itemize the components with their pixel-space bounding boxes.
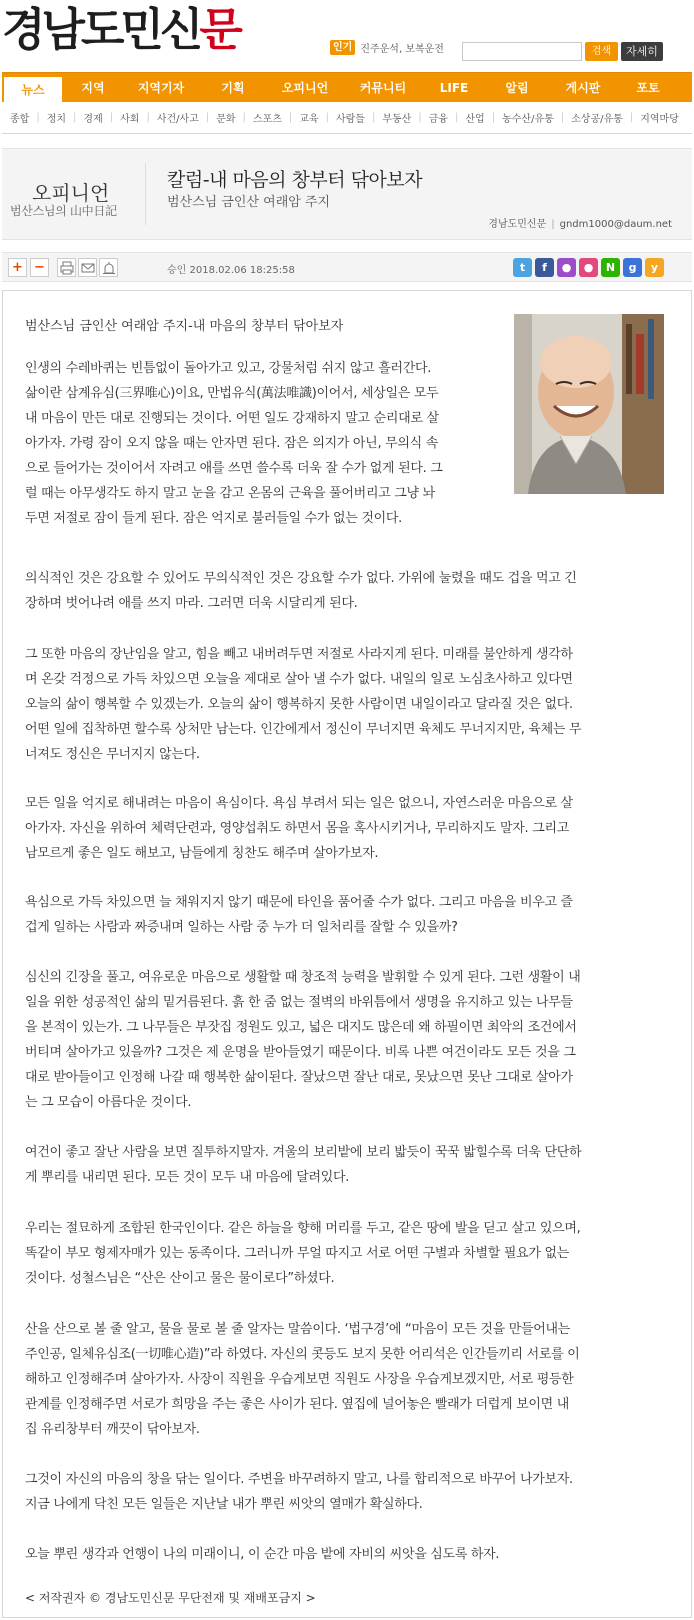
main-nav: [2, 72, 692, 102]
band-icon[interactable]: ●: [579, 258, 598, 277]
kakaostory-icon[interactable]: ●: [557, 258, 576, 277]
subnav-item[interactable]: 정치: [46, 114, 67, 125]
paragraph: 우리는 절묘하게 조합된 한국인이다. 같은 하늘을 향해 머리를 두고, 같은 땅에 발을 딛고 살고 있으며, 똑같이 부모 형제자매가 있는 동족이다. 그러니까 무얼 따지고 서로 어떤 구별과 차별할 필요가 없는 것이다. 성철스님은 “산은 산이고 물은 물이로다”하셨다.: [25, 1221, 581, 1286]
subnav-item[interactable]: 금융: [428, 114, 449, 125]
copyright-notice: < 저작권자 © 경남도민신문 무단전재 및 재배포금지 >: [25, 1591, 316, 1605]
paragraph: 심신의 긴장을 풀고, 여유로운 마음으로 생활할 때 창조적 능력을 발휘할 수 있게 된다. 그런 생활이 내 일을 위한 성공적인 삶의 밑거름된다. 흙 한 줌 없는 절벽의 바위틈에서 생명을 유지하고 있는 나무들 을 본적이 있는가. 그 나무들은 부잣집 정원도 있고, 넓은 대지도 많은데 왜 하필이면 최악의 조건에서 버티며 살아가고 있을까? 그것은 제 운명을 받아들였기 때문이다. 비록 나쁜 여건이라도 모든 것을 그 대로 받아들이고 인정해 나갈 때 행복한 삶이된다. 잘났으면 잘난 대로, 못났으면 못난 그대로 살아가 는 그 모습이 아름다운 것이다.: [25, 970, 581, 1110]
subnav-item[interactable]: 소상공/유통: [571, 114, 623, 125]
facebook-icon[interactable]: f: [535, 258, 554, 277]
article-lead: 범산스님 금인산 여래암 주지-내 마음의 창부터 닦아보자: [25, 319, 344, 334]
subnav-item[interactable]: 스포츠: [252, 114, 282, 125]
google-icon[interactable]: g: [623, 258, 642, 277]
paragraph: 그 또한 마음의 장난임을 알고, 힘을 빼고 내버려두면 저절로 사라지게 된다. 미래를 불안하게 생각하 며 온갖 걱정으로 가득 차있으면 오늘을 제대로 살아 낼 수가 없다. 내일의 일로 노심초사하고 있다면 오늘의 삶이 행복할 수 있겠는가. 오늘의 삶이 행복하지 못한 사람이면 내일이라고 달라질 것은 없다. 어떤 일에 집착하면 할수록 상처만 남는다. 인간에게서 정신이 무너지면 육체도 무너지지만, 육체는 무 너져도 정신은 무너지지 않는다.: [25, 647, 582, 762]
subnav-item[interactable]: 문화: [216, 114, 236, 125]
print-icon[interactable]: [57, 258, 76, 277]
hot-keyword-link[interactable]: 진주운석, 보복운전: [360, 44, 444, 55]
subnav-item[interactable]: 사건/사고: [156, 114, 199, 125]
press-name: 경남도민신문: [488, 219, 547, 230]
sub-nav: 종합 | 정치 | 경제 | 사회 | 사건/사고 | 문화 | 스포츠 | 교육 | 사람들 | 부동산 | 금융 | 산업 | 농수산/유통 | 소상공/유통 | 지역마당: [2, 102, 692, 134]
article-subtitle: 범산스님 금인산 여래암 주지: [167, 195, 331, 210]
subnav-item[interactable]: 종합: [10, 114, 30, 125]
site-logo[interactable]: 경남도민신문: [2, 3, 239, 56]
nav-item-life[interactable]: LIFE: [439, 81, 469, 95]
subnav-item[interactable]: 산업: [465, 114, 485, 125]
nav-item-feature[interactable]: 기획: [221, 81, 245, 95]
article-header: [2, 148, 692, 240]
reporter-email[interactable]: gndm1000@daum.net: [559, 219, 672, 230]
subnav-item[interactable]: 교육: [299, 114, 319, 125]
nav-item-notice[interactable]: 알림: [505, 81, 529, 95]
hot-badge: 인기: [330, 40, 355, 55]
detail-search-button[interactable]: 자세히: [621, 42, 663, 61]
twitter-icon[interactable]: t: [513, 258, 532, 277]
nav-item-community[interactable]: 커뮤니티: [359, 81, 407, 95]
site-header: [0, 0, 694, 72]
paragraph: 산을 산으로 볼 줄 알고, 물을 물로 볼 줄 알자는 말씀이다. ‘법구경’에 “마음이 모든 것을 만들어내는 주인공, 일체유심조(一切唯心造)”라 하였다. 자신의 콧등도 보지 못한 어리석은 인간들끼리 서로를 이 해하고 인정해주며 살아가자. 사장이 직원을 우습게보면 직원도 사장을 우습게보겠지만, 서로 평등한 관계를 인정해주면 서로가 희망을 주는 좋은 사이가 된다. 옆집에 널어놓은 빨래가 더럽게 보이면 내 집 유리창부터 깨끗이 닦아보자.: [25, 1322, 580, 1437]
search-input[interactable]: [462, 42, 582, 61]
font-decrease-button[interactable]: −: [30, 258, 49, 277]
subnav-item[interactable]: 사람들: [335, 114, 365, 125]
nav-item-region[interactable]: 지역: [81, 81, 105, 95]
search-button[interactable]: 검색: [585, 42, 618, 61]
column-name[interactable]: 범산스님의 山中日記: [10, 204, 117, 218]
author-photo: [514, 314, 664, 494]
paragraph: 오늘 뿌린 생각과 언행이 나의 미래이니, 이 순간 마음 밭에 자비의 씨앗을 심도록 하자.: [25, 1547, 500, 1562]
subnav-item[interactable]: 농수산/유통: [502, 114, 554, 125]
section-category[interactable]: 오피니언: [32, 181, 110, 205]
paragraph: 의식적인 것은 강요할 수 있어도 무의식적인 것은 강요할 수가 없다. 가위에 눌렸을 때도 겁을 먹고 긴 장하며 벗어나려 애를 쓰지 마라. 그러면 더욱 시달리게 된다.: [25, 571, 577, 611]
naver-icon[interactable]: N: [601, 258, 620, 277]
report-icon[interactable]: [99, 258, 118, 277]
yozm-icon[interactable]: y: [645, 258, 664, 277]
nav-item-opinion[interactable]: 오피니언: [281, 81, 329, 95]
font-increase-button[interactable]: +: [8, 258, 27, 277]
paragraph: 여건이 좋고 잘난 사람을 보면 질투하지말자. 겨울의 보리밭에 보리 밟듯이 꾹꾹 밟힐수록 더욱 단단하 게 뿌리를 내리면 된다. 모든 것이 모두 내 마음에 달려있다.: [25, 1145, 582, 1185]
article-title: 칼럼-내 마음의 창부터 닦아보자: [167, 169, 423, 191]
article-toolbar: [2, 252, 692, 282]
nav-item-board[interactable]: 게시판: [565, 81, 601, 95]
nav-item-photo[interactable]: 포토: [636, 81, 660, 95]
paragraph: 욕심으로 가득 차있으면 늘 채워지지 않기 때문에 타인을 품어줄 수가 없다. 그리고 마음을 비우고 즐 겁게 일하는 사람과 짜증내며 일하는 사람 중 누가 더 일처리를 잘할 수 있을까?: [25, 895, 573, 935]
paragraph: 모든 일을 억지로 해내려는 마음이 욕심이다. 욕심 부려서 되는 일은 없으니, 자연스러운 마음으로 살 아가자. 자신을 위하여 체력단련과, 영양섭취도 하면서 몸을 혹사시키거나, 무리하지도 말자. 그리고 남모르게 좋은 일도 해보고, 남들에게 칭찬도 해주며 살아가보자.: [25, 796, 573, 861]
subnav-item[interactable]: 경제: [83, 114, 103, 125]
subnav-item[interactable]: 지역마당: [640, 114, 679, 125]
subnav-item[interactable]: 사회: [120, 114, 140, 125]
email-icon[interactable]: [78, 258, 97, 277]
nav-item-region-reporter[interactable]: 지역기자: [137, 81, 185, 95]
subnav-item[interactable]: 부동산: [382, 114, 412, 125]
hot-keywords: [330, 40, 444, 55]
divider: [145, 163, 146, 225]
paragraph: 인생의 수레바퀴는 빈틈없이 돌아가고 있고, 강물처럼 쉬지 않고 흘러간다. 삶이란 삼계유심(三界唯心)이요, 만법유식(萬法唯識)이어서, 세상일은 모두 내 마음이 만든 대로 진행되는 것이다. 어떤 일도 강재하지 말고 순리대로 살 아가자. 가령 잠이 오지 않을 때는 안자면 된다. 잠은 의지가 아닌, 무의식 속 으로 들어가는 것이어서 자려고 애를 쓰면 쓸수록 더욱 잘 수가 없게 된다. 그 럴 때는 아무생각도 하지 말고 눈을 감고 온몸의 근육을 풀어버리고 그냥 놔 두면 저절로 잠이 들게 된다. 잠은 억지로 불러들일 수가 없는 것이다.: [25, 361, 443, 526]
approved-datetime: 승인 2018.02.06 18:25:58: [167, 265, 295, 276]
nav-item-news[interactable]: 뉴스: [2, 75, 64, 103]
byline: 경남도민신문 | gndm1000@daum.net: [488, 219, 672, 230]
paragraph: 그것이 자신의 마음의 창을 닦는 일이다. 주변을 바꾸려하지 말고, 나를 합리적으로 바꾸어 나가보자. 지금 나에게 닥친 모든 일들은 지난날 내가 뿌린 씨앗의 열매가 확실하다.: [25, 1472, 573, 1512]
